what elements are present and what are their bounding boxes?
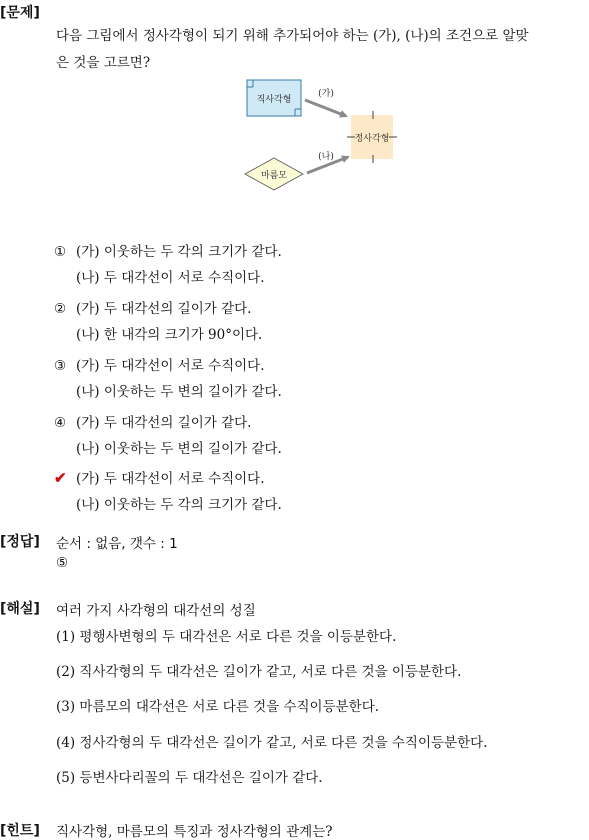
hint-label: [힌트]: [0, 823, 40, 839]
rhombus-label: 마름모: [260, 171, 288, 181]
hint-text: 직사각형, 마름모의 특징과 정사각형의 관계는?: [56, 824, 333, 840]
choice-ga-text: (가) 이웃하는 두 각의 크기가 같다.: [76, 244, 282, 260]
explanation-line-5: (5) 등변사다리꼴의 두 대각선은 길이가 같다.: [56, 770, 323, 786]
choice-3[interactable]: [54, 354, 264, 374]
check-mark-icon: ✔: [54, 469, 67, 487]
answer-line-1: 순서 : 없음, 갯수 : 1: [56, 536, 178, 552]
explanation-line-1: (1) 평행사변형의 두 대각선은 서로 다른 것을 이등분한다.: [56, 629, 397, 645]
choice-4[interactable]: [54, 411, 251, 431]
question-line-2: 은 것을 고르면?: [56, 55, 151, 71]
explanation-line-3: (3) 마름모의 대각선은 서로 다른 것을 수직이등분한다.: [56, 699, 380, 715]
square-label: 정사각형: [354, 134, 390, 144]
choice-ga-text: (가) 두 대각선의 길이가 같다.: [76, 301, 252, 317]
explanation-line-0: 여러 가지 사각형의 대각선의 성질: [56, 603, 256, 619]
quadrilateral-diagram: [240, 78, 410, 196]
choice-marker: ③: [54, 358, 67, 374]
choice-3-na: (나) 이웃하는 두 변의 길이가 같다.: [76, 384, 282, 400]
choice-ga-text: (가) 두 대각선이 서로 수직이다.: [76, 471, 265, 487]
choice-marker: ②: [54, 301, 67, 317]
question-line-1: 다음 그림에서 정사각형이 되기 위해 추가되어야 하는 (가), (나)의 조건으로 알맞: [56, 28, 529, 44]
choice-ga-text: (가) 두 대각선이 서로 수직이다.: [76, 358, 265, 374]
rectangle-shape: [247, 80, 301, 116]
choice-1[interactable]: [54, 240, 282, 260]
choice-4-na: (나) 이웃하는 두 변의 길이가 같다.: [76, 441, 282, 457]
choice-marker: ①: [54, 244, 67, 260]
choice-5[interactable]: [54, 467, 264, 487]
explanation-line-2: (2) 직사각형의 두 대각선은 길이가 같고, 서로 다른 것을 이등분한다.: [56, 664, 462, 680]
explanation-line-4: (4) 정사각형의 두 대각선은 길이가 같고, 서로 다른 것을 수직이등분한다.: [56, 735, 488, 751]
choice-1-na: (나) 두 대각선이 서로 수직이다.: [76, 270, 265, 286]
arrow-na-label: (나): [318, 152, 334, 162]
square-shape: [347, 111, 397, 163]
arrow-ga-label: (가): [318, 89, 334, 99]
choice-marker: ④: [54, 415, 67, 431]
rectangle-label: 직사각형: [256, 95, 292, 105]
choice-2[interactable]: [54, 297, 251, 317]
answer-label: [정답]: [0, 534, 40, 550]
choice-5-na: (나) 이웃하는 두 각의 크기가 같다.: [76, 497, 282, 513]
answer-line-2: ⑤: [56, 555, 69, 571]
explanation-label: [해설]: [0, 601, 40, 617]
problem-label: [문제]: [0, 5, 40, 21]
choice-ga-text: (가) 두 대각선의 길이가 같다.: [76, 415, 252, 431]
arrow-ga: [305, 100, 346, 116]
choice-2-na: (나) 한 내각의 크기가 90°이다.: [76, 327, 263, 343]
rhombus-shape: [245, 158, 303, 190]
